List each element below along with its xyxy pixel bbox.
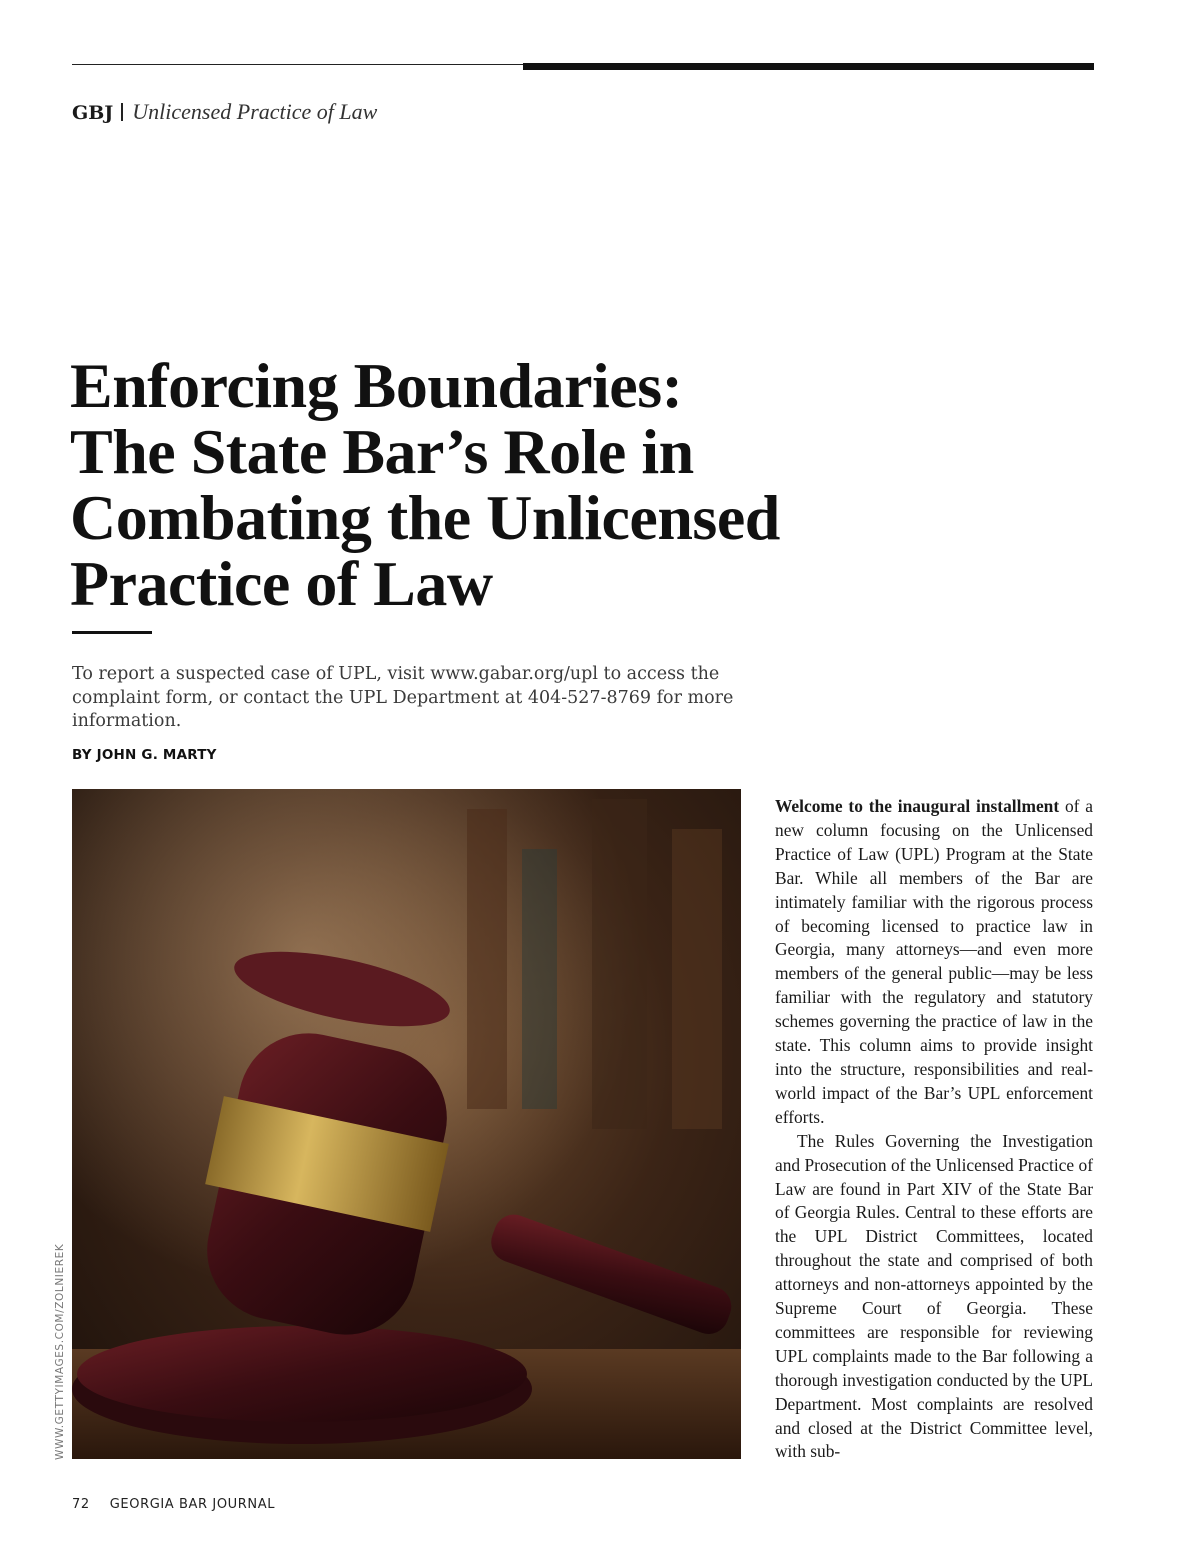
body-paragraph-2: The Rules Governing the Investigation and Prosecution of the Unlicensed Practice of Law are found in Part XIV of the State Bar of Georgia Rules. Central to these efforts are the UPL District Committees, located throughout the state and comprised of both attorneys and non-attorneys appointed by the Supreme Court of Georgia. These committees are responsible for reviewing UPL complaints made to the Bar following a thorough investigation conducted by the UPL Department. Most complaints are resolved and closed at the District Committee level, with sub- [775,1130,1093,1462]
running-head [72,98,377,127]
gavel-photo [72,789,741,1459]
article-title-line-1: Enforcing Boundaries: [70,350,683,421]
article-title [70,350,830,619]
journal-name: GEORGIA BAR JOURNAL [109,1497,276,1512]
article-title-line-3: Combating the Unlicensed [70,482,780,553]
byline: BY JOHN G. MARTY [72,747,217,763]
article-body [775,795,1093,1464]
body-paragraph-1-text: of a new column focusing on the Unlicensed Practice of Law (UPL) Program at the State Bar. While all members of the Bar are intimately familiar with the rigorous process of becoming licensed to practice law in Georgia, many attorneys—and even more members of the general public—may be less familiar with the regulatory and statutory schemes governing the practice of law in the state. This column aims to provide insight into the structure, responsibilities and real-world impact of the Bar’s UPL enforcement efforts. [775,796,1093,1127]
section-name: Unlicensed Practice of Law [132,99,378,124]
gavel-illustration [72,789,741,1459]
title-underline [72,631,152,634]
running-head-divider [121,103,123,121]
page-footer [72,1497,275,1512]
article-dek: To report a suspected case of UPL, visit www.gabar.org/upl to access the complaint form, or contact the UPL Department at 404-527-8769 for more information. [72,664,734,731]
header-rule-thick [523,63,1094,70]
body-paragraph-1 [775,795,1093,1130]
article-title-line-4: Practice of Law [70,548,493,619]
photo-credit: WWW.GETTYIMAGES.COM/ZOLNIEREK [54,1243,66,1460]
article-title-line-2: The State Bar’s Role in [70,416,694,487]
publication-abbr: GBJ [72,102,114,124]
page-number: 72 [72,1497,90,1512]
body-lead-in: Welcome to the inaugural installment [775,796,1060,816]
header-rule-thin [72,64,524,65]
